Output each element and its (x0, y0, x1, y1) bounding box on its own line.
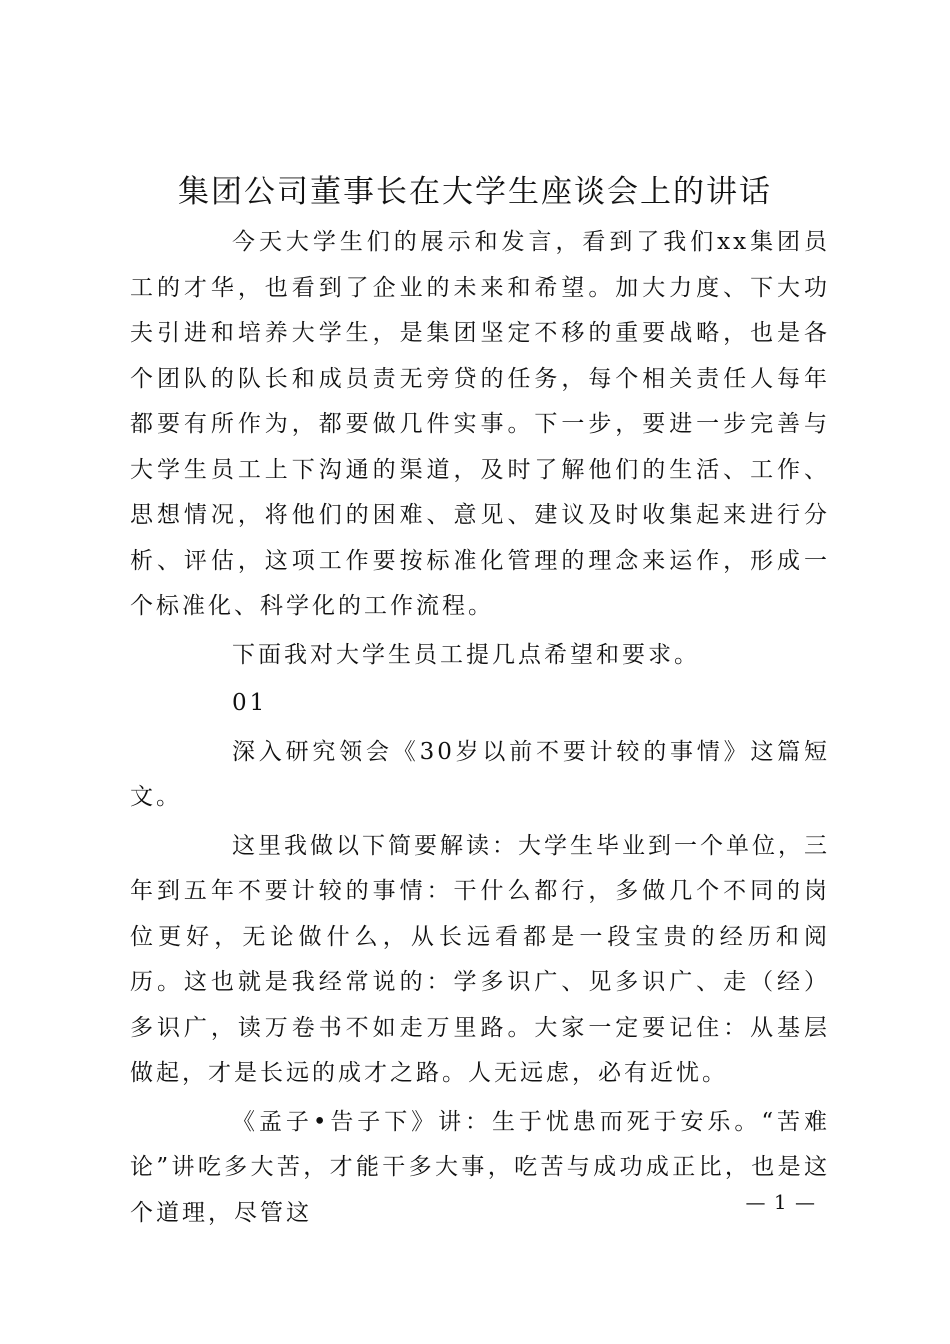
paragraph-interpretation: 这里我做以下简要解读：大学生毕业到一个单位，三年到五年不要计较的事情：干什么都行，多做几个不同的岗位更好，无论做什么，从长远看都是一段宝贵的经历和阅历。这也就是我经常说的：学多识广、见多识广、走（经）多识广，读万卷书不如走万里路。大家一定要记住：从基层做起，才是长远的成才之路。人无远虑，必有近忧。 (130, 832, 830, 1086)
paragraph-study: 深入研究领会《30岁以前不要计较的事情》这篇短文。 (130, 738, 830, 810)
section-number: 01 (232, 690, 268, 716)
document-title: 集团公司董事长在大学生座谈会上的讲话 (178, 174, 772, 210)
document-body (130, 220, 830, 1236)
paragraph-requirements: 下面我对大学生员工提几点希望和要求。 (232, 641, 700, 668)
paragraph-intro: 今天大学生们的展示和发言，看到了我们xx集团员工的才华，也看到了企业的未来和希望。加大力度、下大功夫引进和培养大学生，是集团坚定不移的重要战略，也是各个团队的队长和成员责无旁贷的任务，每个相关责任人每年都要有所作为，都要做几件实事。下一步，要进一步完善与大学生员工上下沟通的渠道，及时了解他们的生活、工作、思想情况，将他们的困难、意见、建议及时收集起来进行分析、评估，这项工作要按标准化管理的理念来运作，形成一个标准化、科学化的工作流程。 (130, 229, 830, 619)
paragraph-mencius: 《孟子•告子下》讲：生于忧患而死于安乐。“苦难论”讲吃多大苦，才能干多大事，吃苦与成功成正比，也是这个道理，尽管这 (130, 1108, 830, 1226)
page-number: — 1 — (745, 1190, 816, 1214)
